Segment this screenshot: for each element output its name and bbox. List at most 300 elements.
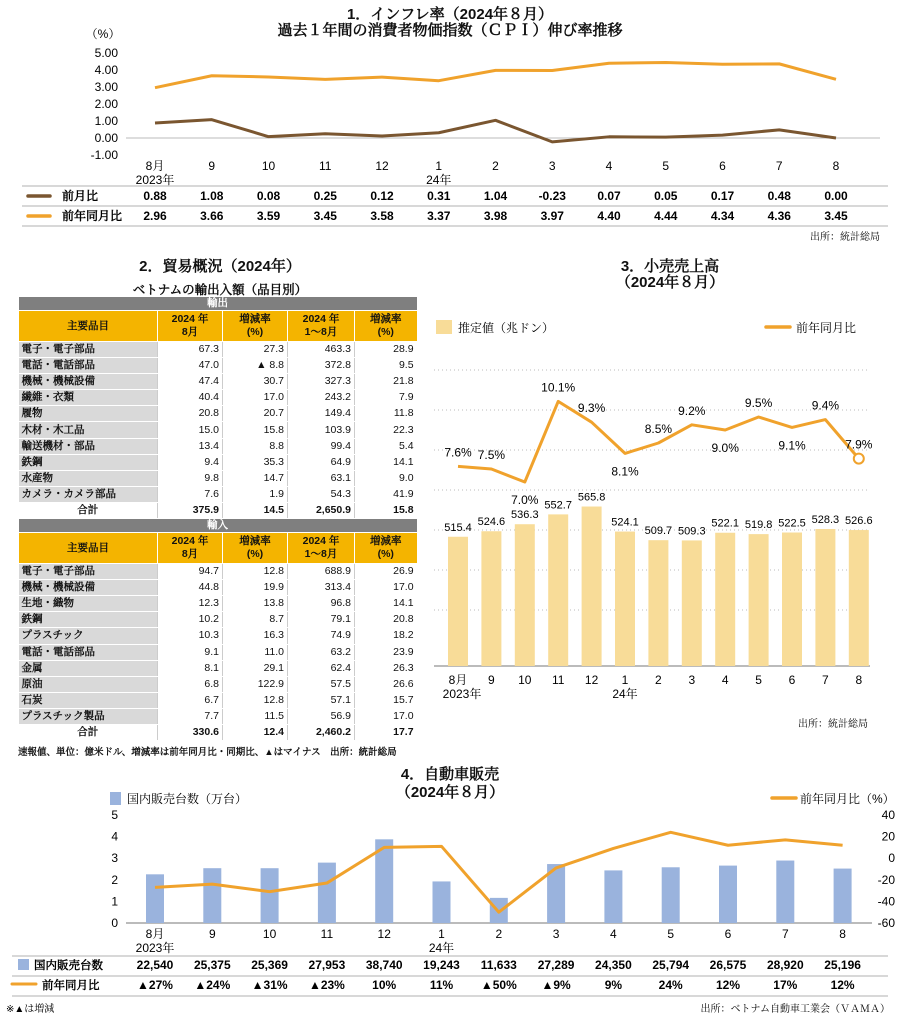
cell-value: 8.8 (223, 438, 288, 454)
trade-table-wrap (18, 297, 417, 741)
cpi-xtick: 6 (719, 159, 726, 173)
auto-ytick-left: 5 (111, 808, 118, 822)
retail-bar-label: 528.3 (811, 514, 840, 527)
item-name: 電子・電子部品 (19, 342, 158, 358)
auto-table-swatch-bar (18, 959, 29, 970)
item-name: 生地・織物 (19, 596, 158, 612)
cpi-line-mom (155, 120, 836, 142)
cpi-table-value: 3.45 (824, 209, 848, 223)
cell-value: 56.9 (288, 708, 355, 724)
cell-value: 15.7 (355, 692, 417, 708)
cell-value: 29.1 (223, 660, 288, 676)
retail-year-label: 24年 (612, 687, 638, 701)
cell-value: 96.8 (288, 596, 355, 612)
cell-value: 57.1 (288, 692, 355, 708)
cell-value: 7.6 (158, 486, 223, 502)
cpi-table-value: 0.12 (370, 189, 394, 203)
retail-bar-label: 565.8 (577, 491, 606, 504)
cpi-table-value: 4.34 (710, 209, 735, 223)
cpi-table-value: 1.08 (200, 189, 224, 203)
retail-xtick: 8月 (448, 673, 468, 687)
retail-bar-label: 524.1 (611, 516, 639, 529)
trade-title: 2．貿易概況（2024年） (139, 258, 301, 275)
export-total-row (19, 502, 417, 518)
cell-value: 20.8 (355, 612, 417, 628)
cell-value: 13.4 (158, 438, 223, 454)
auto-bar (834, 869, 852, 923)
auto-source: 出所：ベトナム自動車工業会（ＶＡＭＡ） (700, 1004, 890, 1015)
cpi-subtitle: 過去１年間の消費者物価指数（ＣＰＩ）伸び率推移 (277, 22, 623, 39)
retail-xtick: 9 (488, 673, 495, 687)
auto-xtick: 4 (610, 927, 617, 941)
cpi-xtick: 11 (319, 159, 332, 173)
retail-subtitle: （2024年８月） (615, 274, 725, 291)
retail-bar (815, 529, 835, 666)
cell-value: 26.6 (355, 676, 417, 692)
cell-value: 14.1 (355, 454, 417, 470)
retail-bar-label: 524.6 (477, 516, 506, 529)
auto-xtick: 2 (495, 927, 503, 941)
cpi-xtick: 3 (548, 159, 556, 173)
retail-line-label: 7.9% (845, 437, 873, 452)
import-row (19, 580, 417, 596)
auto-bar (433, 881, 451, 923)
export-row (19, 470, 417, 486)
cell-value: 増減率 (%) (355, 533, 417, 564)
auto-bar (719, 866, 737, 923)
item-name: 電子・電子部品 (19, 564, 158, 580)
item-name: カメラ・カメラ部品 (19, 486, 158, 502)
retail-bar-label: 509.3 (678, 525, 706, 538)
item-name: 輸送機材・部品 (19, 438, 158, 454)
auto-legend-label-line: 前年同月比（%） (800, 792, 895, 806)
cpi-table-value: 3.58 (370, 209, 394, 223)
cpi-xtick: 5 (662, 159, 670, 173)
cpi-ytick: 1.00 (94, 114, 118, 128)
export-row (19, 342, 417, 358)
cell-value: 15.8 (223, 422, 288, 438)
cell-value: 26.3 (355, 660, 417, 676)
cell-value: 149.4 (288, 406, 355, 422)
import-row (19, 564, 417, 580)
retail-line-label: 7.0% (511, 493, 539, 507)
cpi-ytick: 2.00 (94, 97, 118, 111)
auto-table-value: ▲27% (137, 978, 173, 992)
retail-xtick: 2 (655, 673, 662, 687)
retail-line-label: 10.1% (541, 380, 576, 395)
cell-value: 1.9 (223, 486, 288, 502)
auto-ytick-right: 0 (888, 851, 895, 866)
retail-xtick: 10 (518, 673, 532, 687)
cell-value: 16.3 (223, 628, 288, 644)
auto-bar (776, 861, 794, 923)
cell-value: 64.9 (288, 454, 355, 470)
cell-value: 8.1 (158, 660, 223, 676)
retail-xtick: 12 (584, 673, 599, 687)
retail-line-label: 9.5% (744, 396, 773, 410)
cpi-ytick: 4.00 (94, 63, 118, 77)
cell-value: 14.5 (223, 502, 288, 518)
import-column-headers (19, 533, 417, 564)
retail-line-label: 8.1% (611, 464, 639, 479)
auto-table-value: 25,196 (824, 958, 861, 972)
retail-year-label: 2023年 (442, 687, 482, 701)
auto-table-value: ▲24% (194, 978, 231, 992)
auto-table-value: 9% (604, 978, 623, 992)
auto-table-value: 25,375 (193, 958, 231, 972)
cell-value: 9.1 (158, 644, 223, 660)
retail-bar (582, 507, 602, 666)
cell-value: 9.5 (355, 358, 417, 374)
auto-legend-label-bar: 国内販売台数（万台） (127, 792, 248, 806)
auto-xtick: 10 (262, 927, 277, 941)
item-name: 履物 (19, 406, 158, 422)
item-name: 主要品目 (19, 533, 158, 564)
cpi-ytick: 0.00 (94, 131, 118, 145)
cell-value: 63.1 (288, 470, 355, 486)
retail-xtick: 6 (788, 673, 796, 687)
cell-value: 11.8 (355, 406, 417, 422)
cpi-table-value: 0.08 (256, 189, 281, 203)
export-section-header (19, 297, 417, 311)
cpi-table-value: 3.45 (313, 209, 337, 223)
cell-value: 327.3 (288, 374, 355, 390)
cpi-table-value: 3.66 (200, 209, 224, 223)
cell-value: 20.7 (223, 406, 288, 422)
cell-value: 17.7 (355, 724, 417, 740)
auto-table-value: 17% (773, 978, 798, 992)
auto-table-value: 27,289 (537, 958, 575, 972)
import-total-row (19, 724, 417, 740)
item-name: 石炭 (19, 692, 158, 708)
item-name: 合計 (19, 502, 158, 518)
cell-value: 30.7 (223, 374, 288, 390)
auto-title: 4．自動車販売 (400, 766, 500, 783)
cpi-xtick: 8月 (145, 159, 165, 173)
retail-xtick: 7 (822, 673, 829, 687)
retail-bar-label: 526.6 (845, 515, 873, 528)
item-name: 金属 (19, 660, 158, 676)
cpi-table-value: 3.97 (540, 209, 564, 223)
retail-bar (782, 533, 802, 667)
cell-value: 372.8 (288, 358, 355, 374)
cell-value: 9.0 (355, 470, 417, 486)
auto-ytick-right: 20 (881, 829, 895, 844)
cell-value: 5.4 (355, 438, 417, 454)
cell-value: 14.7 (223, 470, 288, 486)
retail-bar-label: 519.8 (744, 519, 773, 532)
retail-bar-label: 515.4 (444, 521, 472, 534)
cpi-table-value: 0.00 (824, 189, 848, 203)
cell-value: 18.2 (355, 628, 417, 644)
cell-value: 54.3 (288, 486, 355, 502)
auto-xtick: 11 (320, 927, 334, 941)
auto-xtick: 9 (208, 927, 216, 941)
retail-xtick: 5 (755, 673, 762, 687)
retail-line-label: 7.5% (477, 448, 506, 462)
auto-table-value: ▲31% (251, 978, 288, 992)
cell-value: 243.2 (288, 390, 355, 406)
cpi-xtick: 8 (832, 159, 840, 173)
cell-value: 9.4 (158, 454, 223, 470)
import-row (19, 644, 417, 660)
cpi-xtick: 7 (775, 159, 783, 173)
auto-xtick: 12 (377, 927, 391, 941)
cell-value: 62.4 (288, 660, 355, 676)
retail-line-label: 9.1% (778, 438, 806, 453)
trade-subtitle: ベトナムの輸出入額（品目別） (132, 283, 308, 297)
export-row (19, 406, 417, 422)
export-row (19, 374, 417, 390)
cell-value: 22.3 (355, 422, 417, 438)
cell-value: 375.9 (158, 502, 223, 518)
cpi-table-value: 3.59 (256, 209, 281, 223)
cpi-xtick: 2 (492, 159, 499, 173)
retail-bar-label: 522.1 (711, 517, 739, 530)
auto-ytick-left: 0 (111, 916, 118, 930)
import-row (19, 676, 417, 692)
cpi-ytick: -1.00 (90, 148, 118, 162)
cell-value: 6.8 (158, 676, 223, 692)
cpi-table-value: 0.25 (313, 189, 337, 203)
trade-table (18, 297, 417, 741)
cell-value: 2024 年 1～8月 (288, 311, 355, 342)
retail-legend-label-line: 前年同月比 (796, 321, 857, 335)
cpi-table-value: 0.48 (767, 189, 791, 203)
cpi-line-yoy (155, 63, 836, 88)
auto-xtick: 5 (667, 927, 675, 941)
cpi-legend-label: 前月比 (62, 189, 99, 203)
cell-value: 23.9 (355, 644, 417, 660)
auto-table-value: 22,540 (136, 958, 174, 972)
cell-value: 27.3 (223, 342, 288, 358)
cpi-table-value: 0.88 (143, 189, 167, 203)
cell-value: 19.9 (223, 580, 288, 596)
cell-value: 313.4 (288, 580, 355, 596)
auto-table-value: 38,740 (365, 958, 403, 972)
item-name: 原油 (19, 676, 158, 692)
cpi-table-value: 3.37 (427, 209, 451, 223)
cell-value: 122.9 (223, 676, 288, 692)
cpi-table-value: 2.96 (143, 209, 167, 223)
cpi-table-value: 4.36 (767, 209, 791, 223)
cell-value: 63.2 (288, 644, 355, 660)
cell-value: 2024 年 8月 (158, 311, 223, 342)
retail-bar-label: 509.7 (644, 525, 673, 538)
cell-value: 12.8 (223, 692, 288, 708)
cell-value: 15.0 (158, 422, 223, 438)
item-name: 電話・電話部品 (19, 358, 158, 374)
auto-legend-swatch-bar (110, 792, 121, 805)
cell-value: 40.4 (158, 390, 223, 406)
retail-legend-swatch-bar (436, 320, 452, 334)
cpi-title: 1．インフレ率（2024年８月） (346, 6, 554, 23)
cell-value: 2024 年 8月 (158, 533, 223, 564)
cell-value: 11.0 (223, 644, 288, 660)
auto-xtick: 1 (438, 927, 445, 941)
cell-value: 2,460.2 (288, 724, 355, 740)
retail-line-marker (854, 454, 864, 464)
cell-value: 15.8 (355, 502, 417, 518)
auto-bar (662, 867, 680, 923)
cpi-xtick: 9 (208, 159, 216, 173)
cell-value: 増減率 (%) (223, 311, 288, 342)
retail-line-label: 8.5% (644, 422, 673, 436)
cpi-year-label: 2023年 (135, 173, 175, 187)
cell-value: 17.0 (355, 708, 417, 724)
retail-xtick: 8 (855, 673, 863, 687)
retail-bar (749, 534, 769, 666)
cell-value: 463.3 (288, 342, 355, 358)
cell-value: 8.7 (223, 612, 288, 628)
item-name: 木材・木工品 (19, 422, 158, 438)
cpi-table-value: -0.23 (538, 189, 566, 203)
retail-bar (548, 514, 568, 666)
cell-value: 74.9 (288, 628, 355, 644)
item-name: 鉄鋼 (19, 612, 158, 628)
cell-value: 13.8 (223, 596, 288, 612)
cpi-table-value: 4.44 (654, 209, 678, 223)
retail-bar (715, 533, 735, 666)
cpi-table-value: 3.98 (483, 209, 508, 223)
auto-table-value: 11,633 (480, 958, 517, 972)
retail-bar-label: 536.3 (511, 509, 539, 522)
auto-year-label: 24年 (428, 941, 455, 955)
auto-table-value: 24,350 (595, 958, 632, 972)
auto-year-label: 2023年 (135, 941, 175, 955)
import-row (19, 612, 417, 628)
auto-xtick: 3 (552, 927, 560, 941)
cell-value: 35.3 (223, 454, 288, 470)
cell-value: 103.9 (288, 422, 355, 438)
auto-xtick: 8 (839, 927, 846, 941)
cpi-table-value: 4.40 (597, 209, 621, 223)
cpi-ytick: 5.00 (94, 46, 118, 60)
cell-value: 26.9 (355, 564, 417, 580)
cell-value: 47.0 (158, 358, 223, 374)
auto-bar (604, 870, 622, 923)
auto-table-value: 19,243 (423, 958, 460, 972)
cell-value: 7.9 (355, 390, 417, 406)
cell-value: 12.8 (223, 564, 288, 580)
retail-line-label: 9.3% (577, 401, 606, 416)
retail-xtick: 3 (688, 673, 696, 687)
cell-value: 9.8 (158, 470, 223, 486)
cell-value: 47.4 (158, 374, 223, 390)
retail-bar (648, 540, 668, 666)
cpi-table-value: 0.31 (427, 189, 451, 203)
cell-value: 99.4 (288, 438, 355, 454)
cell-value: 330.6 (158, 724, 223, 740)
retail-bar (682, 540, 702, 666)
auto-subtitle: （2024年８月） (395, 784, 505, 801)
auto-ytick-left: 1 (111, 894, 118, 909)
cell-value: 17.0 (223, 390, 288, 406)
cpi-xtick: 12 (375, 159, 389, 173)
cell-value: 12.3 (158, 596, 223, 612)
auto-table-value: 27,953 (308, 958, 346, 972)
export-row (19, 358, 417, 374)
auto-table-value: 11% (429, 978, 454, 992)
cell-value: 増減率 (%) (355, 311, 417, 342)
auto-bar (318, 863, 336, 923)
retail-bar (515, 524, 535, 666)
export-row (19, 438, 417, 454)
auto-table-value: 26,575 (709, 958, 747, 972)
cpi-table-value: 0.05 (654, 189, 678, 203)
cell-value: 28.9 (355, 342, 417, 358)
retail-chart (428, 300, 888, 745)
cell-value: 増減率 (%) (223, 533, 288, 564)
retail-line-label: 9.2% (678, 403, 706, 418)
cell-value: 12.4 (223, 724, 288, 740)
auto-xtick: 7 (781, 927, 789, 941)
export-row (19, 454, 417, 470)
auto-table-label: 前年同月比 (42, 980, 100, 992)
retail-title: 3．小売売上高 (620, 258, 720, 275)
cpi-legend-label: 前年同月比 (62, 209, 123, 223)
retail-bar (481, 531, 501, 666)
auto-table-value: 25,794 (652, 958, 690, 972)
import-row (19, 628, 417, 644)
auto-ytick-right: 40 (881, 808, 895, 822)
cell-value: 11.5 (223, 708, 288, 724)
auto-table-value: ▲23% (308, 978, 345, 992)
retail-source: 出所：統計総局 (798, 719, 868, 730)
cell-value: 57.5 (288, 676, 355, 692)
auto-table-value: ▲50% (480, 978, 517, 992)
cpi-chart (0, 0, 900, 245)
cpi-ytick: 3.00 (94, 80, 118, 94)
import-row (19, 596, 417, 612)
cell-value: 79.1 (288, 612, 355, 628)
auto-table-value: 10% (372, 978, 397, 992)
retail-line-label: 7.6% (444, 445, 472, 460)
retail-xtick: 11 (551, 673, 565, 687)
auto-note: ※▲は増減 (6, 1004, 55, 1015)
auto-bar (261, 868, 279, 923)
item-name: 電話・電話部品 (19, 644, 158, 660)
export-row (19, 486, 417, 502)
cell-value: 6.7 (158, 692, 223, 708)
cpi-xtick: 10 (261, 159, 276, 173)
item-name: 機械・機械設備 (19, 580, 158, 596)
cell-value: 10.3 (158, 628, 223, 644)
import-row (19, 708, 417, 724)
item-name: プラスチック製品 (19, 708, 158, 724)
retail-bar (448, 537, 468, 666)
retail-xtick: 4 (721, 673, 729, 687)
cell-value: 7.7 (158, 708, 223, 724)
cell-value: 688.9 (288, 564, 355, 580)
item-name: 機械・機械設備 (19, 374, 158, 390)
auto-table-value: 12% (715, 978, 741, 992)
auto-chart (0, 780, 900, 1018)
auto-table-label: 国内販売台数 (34, 960, 103, 972)
auto-ytick-right: -40 (877, 894, 895, 909)
auto-xtick: 6 (724, 927, 732, 941)
export-row (19, 422, 417, 438)
import-section-header (19, 519, 417, 533)
auto-table-value: 24% (658, 978, 683, 992)
cell-value: 41.9 (355, 486, 417, 502)
import-row (19, 692, 417, 708)
item-name: 主要品目 (19, 311, 158, 342)
cell-value: 67.3 (158, 342, 223, 358)
cpi-unit: （%） (85, 27, 121, 41)
item-name: 合計 (19, 724, 158, 740)
cpi-source: 出所：統計総局 (810, 232, 880, 243)
